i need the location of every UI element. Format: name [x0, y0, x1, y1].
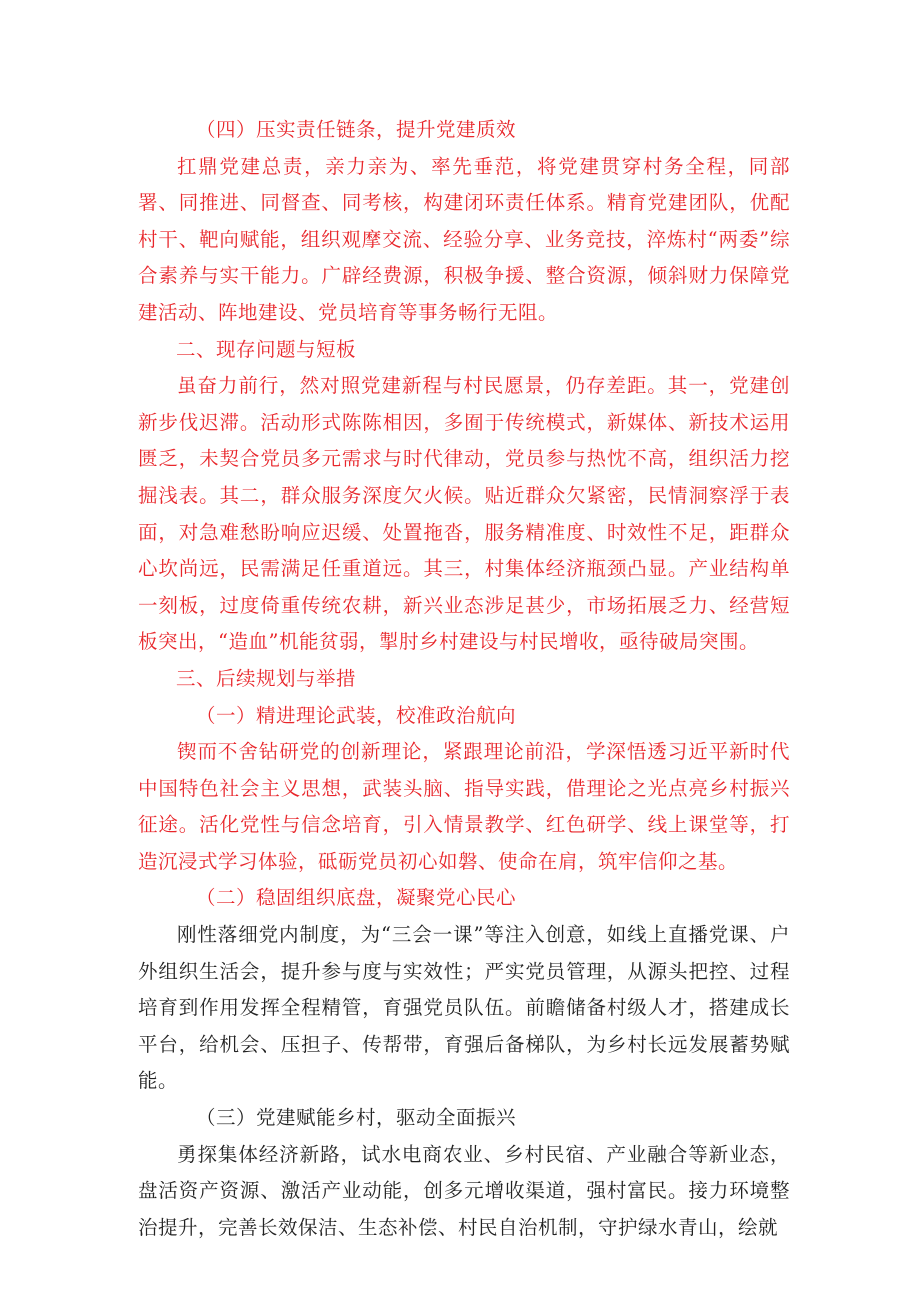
paragraph-empower-village: 勇探集体经济新路，试水电商农业、乡村民宿、产业融合等新业态，盘活资产资源、激活产业动能，创多元增收渠道，强村富民。接力环境整治提升，完善长效保洁、生态补偿、村民自治机制，守护绿水青山，绘就: [138, 1142, 790, 1239]
subheading-press-responsibility: （四）压实责任链条，提升党建质效: [196, 118, 517, 141]
heading-problems: 二、现存问题与短板: [176, 337, 357, 361]
subheading-empower-village: （三）党建赋能乡村，驱动全面振兴: [196, 1106, 517, 1130]
paragraph-responsibility: 扛鼎党建总责，亲力亲为、率先垂范，将党建贯穿村务全程，同部署、同推进、同督查、同考核，构建闭环责任体系。精育党建团队，优配村干、靶向赋能，组织观摩交流、经验分享、业务竞技，淬炼村“两委”综合素养与实干能力。广辟经费源，积极争援、整合资源，倾斜财力保障党建活动、阵地建设、党员培育等事务畅行无阻。: [138, 154, 790, 324]
paragraph-theory: 锲而不舍钻研党的创新理论，紧跟理论前沿，学深悟透习近平新时代中国特色社会主义思想，武装头脑、指导实践，借理论之光点亮乡村振兴征途。活化党性与信念培育，引入情景教学、红色研学、线上课堂等，打造沉浸式学习体验，砥砺党员初心如磐、使命在肩，筑牢信仰之基。: [138, 740, 790, 873]
paragraph-problems: 虽奋力前行，然对照党建新程与村民愿景，仍存差距。其一，党建创新步伐迟滞。活动形式陈陈相因，多囿于传统模式，新媒体、新技术运用匮乏，未契合党员多元需求与时代律动，党员参与热忱不高，组织活力挖掘浅表。其二，群众服务深度欠火候。贴近群众欠紧密，民情洞察浮于表面，对急难愁盼响应迟缓、处置拖沓，服务精准度、时效性不足，距群众心坎尚远，民需满足任重道远。其三，村集体经济瓶颈凸显。产业结构单一刻板，过度倚重传统农耕，新兴业态涉足甚少，市场拓展乏力、经营短板突出，“造血”机能贫弱，掣肘乡村建设与村民增收，亟待破局突围。: [138, 374, 790, 654]
subheading-organization: （二）稳固组织底盘，凝聚党心民心: [196, 886, 517, 910]
heading-plans: 三、后续规划与举措: [176, 666, 357, 690]
paragraph-organization: 刚性落细党内制度，为“三会一课”等注入创意，如线上直播党课、户外组织生活会，提升参与度与实效性；严实党员管理，从源头把控、过程培育到作用发挥全程精管，育强党员队伍。前瞻储备村级人才，搭建成长平台，给机会、压担子、传帮带，育强后备梯队，为乡村长远发展蓄势赋能。: [138, 923, 790, 1093]
subheading-theory: （一）精进理论武装，校准政治航向: [196, 703, 517, 727]
document-body: [138, 112, 790, 1246]
